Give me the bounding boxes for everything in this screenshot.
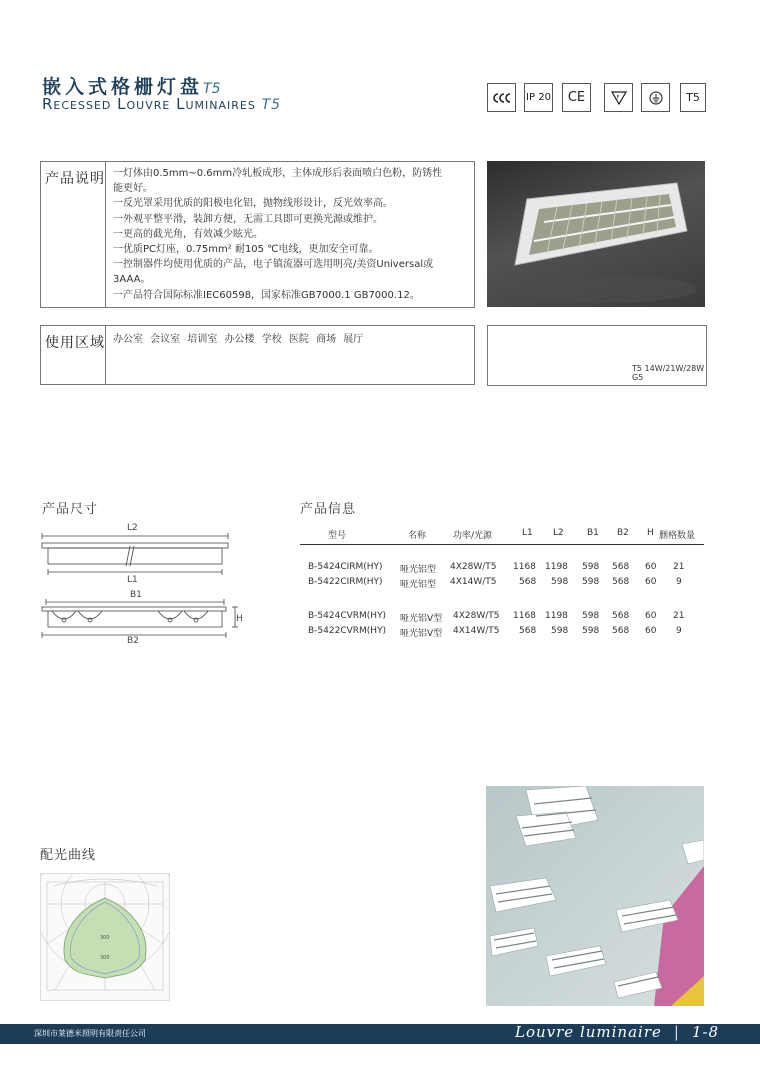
cell-grid-count: 9	[676, 577, 682, 587]
cell-model: B-5422CVRM(HY)	[308, 626, 387, 636]
dimension-drawing	[40, 520, 240, 650]
description-line: 3AAA。	[113, 274, 151, 286]
cell-model: B-5424CVRM(HY)	[308, 611, 387, 621]
footer-series-label: Louvre luminaire	[515, 1023, 662, 1041]
product-photo	[487, 161, 705, 307]
cell-h: 60	[645, 562, 657, 572]
dim-label-h: H	[236, 614, 243, 624]
cell-name: 哑光铝V型	[400, 629, 443, 639]
cell-power: 4X28W/T5	[450, 562, 497, 572]
description-text	[113, 166, 468, 303]
cell-grid-count: 21	[673, 562, 685, 572]
ground-cert-icon	[641, 83, 670, 112]
dim-label-b2: B2	[127, 636, 139, 646]
cell-l2: 1198	[545, 611, 568, 621]
lamp-spec	[632, 364, 704, 382]
col-header: B1	[587, 528, 599, 538]
cell-b1: 598	[582, 626, 600, 636]
page-number: 1-8	[691, 1023, 720, 1041]
cell-model: B-5424CIRM(HY)	[308, 562, 383, 572]
ip20-cert-icon: IP 20	[524, 83, 553, 112]
col-header: 型号	[328, 531, 347, 541]
description-line: 一更高的截光角，有效减少眩光。	[113, 228, 263, 240]
footer-divider: |	[673, 1023, 680, 1041]
ring-label: 300	[100, 935, 110, 941]
t5-cert-icon: T5	[680, 83, 706, 112]
dim-label-l2: L2	[127, 523, 138, 533]
col-header: B2	[617, 528, 629, 538]
description-box	[40, 161, 475, 308]
description-line: 一反光罩采用优质的阳极电化铝，抛物线形设计，反光效率高。	[113, 198, 393, 210]
dimensions-title: 产品尺寸	[42, 502, 99, 517]
cell-b2: 568	[612, 611, 630, 621]
cell-power: 4X14W/T5	[453, 626, 500, 636]
cell-l2: 598	[551, 577, 569, 587]
table-header	[300, 528, 704, 545]
footer-series	[515, 1023, 719, 1041]
cell-model: B-5422CIRM(HY)	[308, 577, 383, 587]
cell-l1: 1168	[513, 562, 536, 572]
cell-l1: 568	[519, 626, 537, 636]
cell-name: 哑光铝V型	[400, 614, 443, 624]
dim-label-l1: L1	[127, 575, 138, 585]
table-row	[300, 562, 704, 576]
cell-l1: 1168	[513, 611, 536, 621]
light-curve-title: 配光曲线	[40, 848, 97, 863]
cell-h: 60	[645, 611, 657, 621]
table-row	[300, 577, 704, 591]
cell-b2: 568	[612, 562, 630, 572]
cell-b2: 568	[612, 626, 630, 636]
description-line: 一控制器件均使用优质的产品，电子镇流器可选用明亮/美资Universal或	[113, 259, 434, 271]
col-header: H	[647, 528, 654, 538]
col-header: 名称	[408, 531, 427, 541]
dim-label-b1: B1	[130, 590, 142, 600]
description-line: 能更好。	[113, 183, 153, 195]
description-label: 产品说明	[41, 162, 106, 307]
usage-label: 使用区域	[41, 326, 106, 384]
triangle-cert-icon	[604, 83, 633, 112]
page-title-en: Recessed Louvre Luminaires T5	[42, 95, 282, 113]
cell-h: 60	[645, 577, 657, 587]
col-header: L2	[553, 528, 564, 538]
cell-name: 哑光铝型	[400, 565, 437, 575]
table-row	[300, 626, 704, 640]
description-line: 一外观平整平滑，装卸方便，无需工具即可更换光源或维护。	[113, 213, 383, 225]
cell-b1: 598	[582, 562, 600, 572]
col-header: 功率/光源	[453, 531, 493, 541]
info-title: 产品信息	[300, 502, 357, 517]
title-en-suffix: T5	[261, 97, 282, 113]
cell-power: 4X28W/T5	[453, 611, 500, 621]
cell-l2: 598	[551, 626, 569, 636]
cell-power: 4X14W/T5	[450, 577, 497, 587]
cell-l1: 568	[519, 577, 537, 587]
lamp-spec-power: T5 14W/21W/28W	[632, 364, 705, 373]
lamp-spec-base: G5	[632, 373, 644, 382]
footer-company: 深圳市莱德米照明有限责任公司	[34, 1029, 146, 1038]
title-cn-suffix: T5	[203, 81, 221, 97]
cell-b1: 598	[582, 611, 600, 621]
cell-grid-count: 21	[673, 611, 685, 621]
description-line: 一产品符合国际标准IEC60598，国家标准GB7000.1 GB7000.12。	[113, 289, 420, 301]
ccc-cert-icon	[487, 83, 516, 112]
col-header: 删格数量	[659, 531, 696, 541]
cell-h: 60	[645, 626, 657, 636]
cell-grid-count: 9	[676, 626, 682, 636]
col-header: L1	[522, 528, 533, 538]
ring-label: 300	[100, 955, 110, 961]
installation-photo	[486, 786, 704, 1006]
cell-name: 哑光铝型	[400, 580, 437, 590]
usage-text: 办公室 会议室 培训室 办公楼 学校 医院 商场 展厅	[113, 334, 364, 345]
description-line: 一优质PC灯座，0.75mm² 耐105 ℃电线，更加安全可靠。	[113, 244, 379, 256]
svg-text:F: F	[616, 94, 619, 101]
ce-cert-icon: CE	[562, 83, 591, 112]
description-line: 一灯体由0.5mm~0.6mm冷轧板成形，主体成形后表面喷白色粉，防锈性	[113, 168, 443, 179]
page-title-cn: 嵌入式格栅灯盘T5	[42, 76, 221, 98]
cell-b2: 568	[612, 577, 630, 587]
cell-b1: 598	[582, 577, 600, 587]
table-row	[300, 611, 704, 625]
cell-l2: 1198	[545, 562, 568, 572]
